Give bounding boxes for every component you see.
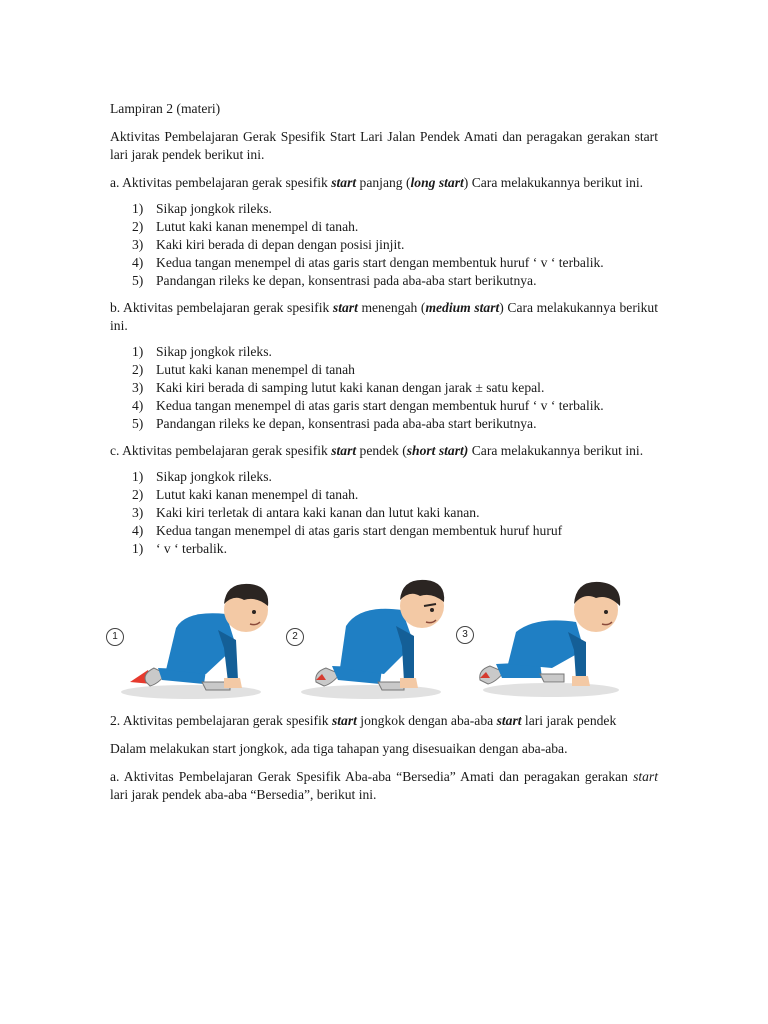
- stage-1-figure: [106, 570, 276, 702]
- list-item: 1) ‘ v ‘ terbalik.: [132, 541, 227, 556]
- list-item: 4) Kedua tangan menempel di atas garis start dengan membentuk huruf ‘ v ‘ terbalik.: [132, 255, 604, 270]
- list-item: 4) Kedua tangan menempel di atas garis start dengan membentuk huruf ‘ v ‘ terbalik.: [132, 398, 604, 413]
- section-b-paragraph: b. Aktivitas pembelajaran gerak spesifik start menengah (medium start) Cara melakukannya berikut ini.: [110, 300, 659, 333]
- list-item: 4) Kedua tangan menempel di atas garis start dengan membentuk huruf huruf: [132, 523, 563, 538]
- list-item: 2) Lutut kaki kanan menempel di tanah.: [132, 219, 359, 234]
- stage-3-figure: [456, 570, 626, 702]
- list-item: 1) Sikap jongkok rileks.: [132, 201, 272, 216]
- list-item: 2) Lutut kaki kanan menempel di tanah: [132, 362, 355, 377]
- section-a-steps: [110, 200, 658, 290]
- stage-2-figure: [286, 570, 456, 702]
- list-item: 3) Kaki kiri berada di depan dengan posisi jinjit.: [132, 237, 405, 252]
- list-item: 5) Pandangan rileks ke depan, konsentrasi pada aba-aba start berikutnya.: [132, 416, 537, 431]
- crouching-runner-image: [106, 570, 276, 702]
- section-2-paragraph: 2. Aktivitas pembelajaran gerak spesifik start jongkok dengan aba-aba start lari jarak pendek: [110, 713, 617, 728]
- crouching-runner-image: [456, 570, 626, 702]
- stages-paragraph: Dalam melakukan start jongkok, ada tiga tahapan yang disesuaikan dengan aba-aba.: [110, 741, 568, 756]
- section-c-paragraph: c. Aktivitas pembelajaran gerak spesifik start pendek (short start) Cara melakukannya berikut ini.: [110, 443, 644, 458]
- crouch-start-illustration: [106, 570, 658, 702]
- list-item: 3) Kaki kiri terletak di antara kaki kanan dan lutut kaki kanan.: [132, 505, 480, 520]
- section-2a-paragraph: a. Aktivitas Pembelajaran Gerak Spesifik Aba-aba “Bersedia” Amati dan peragakan gerakan start lari jarak pendek aba-aba “Bersedia”, berikut ini.: [110, 769, 658, 802]
- document-body: [110, 100, 658, 804]
- list-item: 5) Pandangan rileks ke depan, konsentrasi pada aba-aba start berikutnya.: [132, 273, 537, 288]
- appendix-heading: Lampiran 2 (materi): [110, 101, 221, 116]
- section-b-steps: [110, 343, 658, 433]
- section-a-paragraph: a. Aktivitas pembelajaran gerak spesifik start panjang (long start) Cara melakukannya berikut ini.: [110, 175, 644, 190]
- stage-number-badge: 1: [106, 628, 124, 646]
- list-item: 1) Sikap jongkok rileks.: [132, 469, 272, 484]
- stage-number-badge: 3: [456, 626, 474, 644]
- list-item: 1) Sikap jongkok rileks.: [132, 344, 272, 359]
- intro-paragraph: Aktivitas Pembelajaran Gerak Spesifik Start Lari Jalan Pendek Amati dan peragakan gerakan start lari jarak pendek berikut ini.: [110, 129, 658, 162]
- crouching-runner-image: [286, 570, 456, 702]
- list-item: 3) Kaki kiri berada di samping lutut kaki kanan dengan jarak ± satu kepal.: [132, 380, 545, 395]
- stage-number-badge: 2: [286, 628, 304, 646]
- list-item: 2) Lutut kaki kanan menempel di tanah.: [132, 487, 359, 502]
- section-c-steps: [110, 468, 658, 558]
